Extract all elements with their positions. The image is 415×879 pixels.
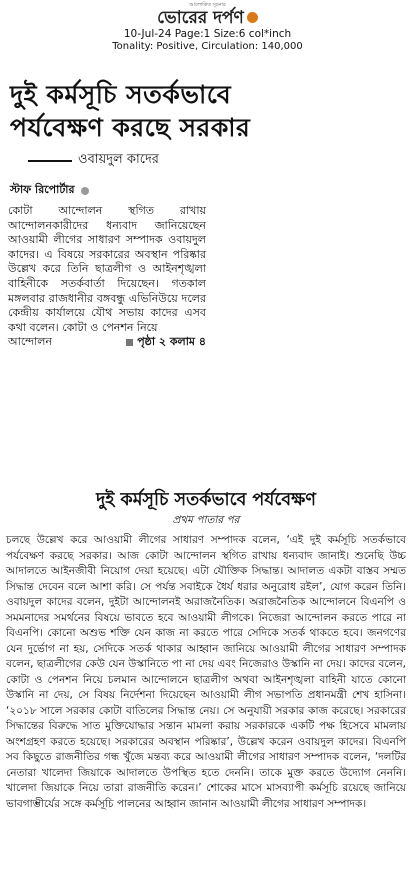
article-last-line — [8, 335, 206, 350]
article-body-continuation: চলছে উল্লেখ করে আওয়ামী লীগের সাধারণ সম্পাদক বলেন, ‘এই দুই কর্মসূচি সতর্কভাবে পর্যবেক্ষণ করছে সরকার। আজ কোটা আন্দোলন স্থগিত রাখায় ধন্যবাদ জানাই। শুনেছি উচ্চ আদালতে আইনজীবী নিয়োগ দেয়া হয়েছে। এটা যৌক্তিক সিদ্ধান্ত। আদালত একটা বাস্তব সম্মত সিদ্ধান্ত দেবেন বলে আশা করি। সে পর্যন্ত সবাইকে ধৈর্য ধরার অনুরোধ রইল’, যোগ করেন তিনি। ওবায়দুল কাদের বলেন, দুইটা আন্দোলনই অরাজনৈতিক। অরাজনৈতিক আন্দোলনে বিএনপি ও সমমনাদের সমর্থনের বিষয়ে ভাবতে হবে আওয়ামী লীগকে। নিজেরা আন্দোলন করতে পারে না বিএনপি। কোনো অশুভ শক্তি যেন কাজ না করতে পারে সেদিকে সতর্ক থাকতে হবে। জনগণের যেন দুর্ভোগ না হয়, সেদিকে সতর্ক থাকার আহ্বান জানিয়ে আওয়ামী লীগের সাধারণ সম্পাদক বলেন, ছাত্রলীগের কেউ যেন উস্কানিতে পা না দেয় এবং নিজেরাও উস্কানি না দেয়। কাদের বলেন, কোটা ও পেনশন নিয়ে চলমান আন্দোলনে ছাত্রলীগ অথবা আইনশৃঙ্খলা বাহিনী যাতে কোনো উস্কানি না দেয়, সে বিষয় নির্দেশনা দিয়েছেন আওয়ামী লীগ সভাপতি প্রধানমন্ত্রী শেখ হাসিনা। ‘২০১৮ সালে সরকার কোটা বাতিলের সিদ্ধান্ত নেয়। সে অনুযায়ী সরকার কাজ করেছে। সরকারের সিদ্ধান্তের বিরুদ্ধে সাত মুক্তিযোদ্ধার সন্তান মামলা করায় সরকারকে একটি পক্ষ হিসেবে মামলায় অংশগ্রহণ করতে হয়েছে। সরকারের অবস্থান পরিষ্কার’, উল্লেখ করেন ওবায়দুল কাদের। বিএনপি সব কিছুতে রাজনীতির গন্ধ খুঁজে মন্তব্য করে আওয়ামী লীগের সাধারণ সম্পাদক বলেন, ‘দলটির নেতারা খালেদা জিয়াকে আদালতে উপস্থিত হতে দেননি। তাকে মুক্ত করতে উদ্যোগ নেননি। খালেদা জিয়াকে নিয়ে তারা রাজনীতি করেন।’ শোকের মাসে মাসব্যাপী কর্মসূচি রয়েছে জানিয়ে ভাবগাম্ভীর্যের সঙ্গে কর্মসূচি পালনের আহ্বান জানান আওয়ামী লীগের সাধারণ সম্পাদক। — [6, 534, 406, 810]
attribution-dash — [28, 160, 72, 162]
headline-continuation: দুই কর্মসূচি সতর্কভাবে পর্যবেক্ষণ — [96, 490, 316, 510]
square-marker-icon — [126, 339, 133, 346]
news-clipping-front — [4, 70, 408, 480]
headline-front: দুই কর্মসূচি সতর্কভাবে পর্যবেক্ষণ করছে সরকার — [10, 80, 251, 142]
logo-text: ভোরের দর্পণ — [157, 8, 244, 28]
continued-from-label: প্রথম পাতার পর — [172, 514, 240, 526]
speaker-attribution — [28, 150, 408, 171]
reporter-credit — [10, 181, 408, 200]
masthead — [0, 2, 415, 53]
article-text-front: কোটা আন্দোলন স্থগিত রাখায় আন্দোলনকারীদের ধন্যবাদ জানিয়েছেন আওয়ামী লীগের সাধারণ সম্পাদক ওবায়দুল কাদের। এ বিষয়ে সরকারের অবস্থান পরিষ্কার উল্লেখ করে তিনি ছাত্রলীগ ও আইনশৃঙ্খলা বাহিনীকে সতর্কবার্তা দিয়েছেন। গতকাল মঙ্গলবার রাজধানীর বঙ্গবন্ধু এভিনিউয়ে দলের কেন্দ্রীয় কার্যালয়ে যৌথ সভায় কাদের এসব কথা বলেন। কোটা ও পেনশন নিয়ে — [8, 204, 206, 334]
continued-on-label: পৃষ্ঠা ২ কলাম ৪ — [137, 335, 206, 349]
clip-meta-line: 10-Jul-24 Page:1 Size:6 col*inch — [123, 28, 292, 40]
news-clipping-continuation — [4, 484, 408, 874]
newspaper-logo — [157, 8, 258, 28]
reporter-label: স্টাফ রিপোর্টার — [10, 183, 75, 196]
speaker-name: ওবায়দুল কাদের — [78, 152, 159, 167]
continued-on-marker — [126, 335, 206, 350]
bullet-icon — [81, 187, 89, 195]
masthead-tagline: আলোকিত সূচনার — [189, 2, 226, 8]
article-body-front — [8, 204, 206, 350]
sun-icon — [247, 12, 258, 23]
clip-meta-tonality: Tonality: Positive, Circulation: 140,000 — [112, 41, 303, 52]
article-text-last-word: আন্দোলন — [8, 335, 53, 349]
